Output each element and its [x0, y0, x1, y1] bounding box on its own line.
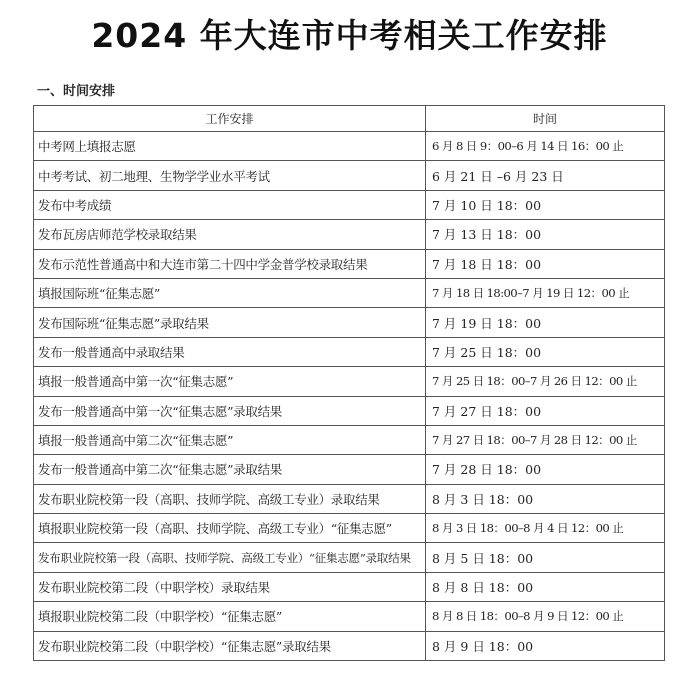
- task-cell: 填报一般普通高中第一次“征集志愿”: [34, 367, 426, 396]
- table-row: [34, 543, 665, 572]
- time-cell: 7 月 10 日 18：00: [426, 190, 665, 219]
- table-row: [34, 161, 665, 190]
- table-row: [34, 396, 665, 425]
- time-cell: 8 月 3 日 18：00: [426, 484, 665, 513]
- table-row: [34, 220, 665, 249]
- task-cell: 发布职业院校第二段（中职学校）“征集志愿”录取结果: [34, 631, 426, 660]
- table-row: [34, 455, 665, 484]
- task-cell: 填报职业院校第二段（中职学校）“征集志愿”: [34, 602, 426, 631]
- task-cell: 中考网上填报志愿: [34, 132, 426, 161]
- time-cell: 8 月 9 日 18：00: [426, 631, 665, 660]
- table-row: [34, 514, 665, 543]
- time-cell: 7 月 27 日 18：00–7 月 28 日 12：00 止: [426, 425, 665, 454]
- table-row: [34, 631, 665, 660]
- section-heading: 一、时间安排: [37, 84, 116, 99]
- time-cell: 7 月 28 日 18：00: [426, 455, 665, 484]
- page-title: 2024 年大连市中考相关工作安排: [91, 16, 608, 55]
- task-cell: 发布职业院校第一段（高职、技师学院、高级工专业）“征集志愿”录取结果: [34, 543, 426, 572]
- table-row: [34, 572, 665, 601]
- time-cell: 7 月 25 日 18：00: [426, 337, 665, 366]
- time-cell: 7 月 18 日 18:00–7 月 19 日 12：00 止: [426, 278, 665, 307]
- table-row: [34, 602, 665, 631]
- time-cell: 7 月 13 日 18：00: [426, 220, 665, 249]
- table-row: [34, 337, 665, 366]
- time-cell: 8 月 8 日 18：00–8 月 9 日 12：00 止: [426, 602, 665, 631]
- task-cell: 发布一般普通高中第二次“征集志愿”录取结果: [34, 455, 426, 484]
- table-row: [34, 484, 665, 513]
- time-cell: 7 月 25 日 18：00–7 月 26 日 12：00 止: [426, 367, 665, 396]
- time-cell: 8 月 8 日 18：00: [426, 572, 665, 601]
- task-cell: 填报国际班“征集志愿”: [34, 278, 426, 307]
- table-row: [34, 278, 665, 307]
- time-cell: 7 月 19 日 18：00: [426, 308, 665, 337]
- table-row: [34, 132, 665, 161]
- task-cell: 发布国际班“征集志愿”录取结果: [34, 308, 426, 337]
- table-row: [34, 190, 665, 219]
- table-row: [34, 425, 665, 454]
- table-header-row: [34, 106, 665, 132]
- task-cell: 发布一般普通高中第一次“征集志愿”录取结果: [34, 396, 426, 425]
- table-row: [34, 249, 665, 278]
- time-cell: 7 月 18 日 18：00: [426, 249, 665, 278]
- task-cell: 发布瓦房店师范学校录取结果: [34, 220, 426, 249]
- time-cell: 6 月 21 日 –6 月 23 日: [426, 161, 665, 190]
- time-cell: 6 月 8 日 9：00–6 月 14 日 16：00 止: [426, 132, 665, 161]
- table-row: [34, 367, 665, 396]
- task-cell: 发布示范性普通高中和大连市第二十四中学金普学校录取结果: [34, 249, 426, 278]
- schedule-table: [33, 105, 665, 661]
- time-cell: 7 月 27 日 18：00: [426, 396, 665, 425]
- column-header-time: 时间: [426, 106, 665, 132]
- table-row: [34, 308, 665, 337]
- task-cell: 填报一般普通高中第二次“征集志愿”: [34, 425, 426, 454]
- table-body: [34, 132, 665, 661]
- task-cell: 发布职业院校第二段（中职学校）录取结果: [34, 572, 426, 601]
- task-cell: 发布一般普通高中录取结果: [34, 337, 426, 366]
- task-cell: 发布中考成绩: [34, 190, 426, 219]
- time-cell: 8 月 3 日 18：00–8 月 4 日 12：00 止: [426, 514, 665, 543]
- task-cell: 中考考试、初二地理、生物学学业水平考试: [34, 161, 426, 190]
- time-cell: 8 月 5 日 18：00: [426, 543, 665, 572]
- task-cell: 填报职业院校第一段（高职、技师学院、高级工专业）“征集志愿”: [34, 514, 426, 543]
- column-header-task: 工作安排: [34, 106, 426, 132]
- task-cell: 发布职业院校第一段（高职、技师学院、高级工专业）录取结果: [34, 484, 426, 513]
